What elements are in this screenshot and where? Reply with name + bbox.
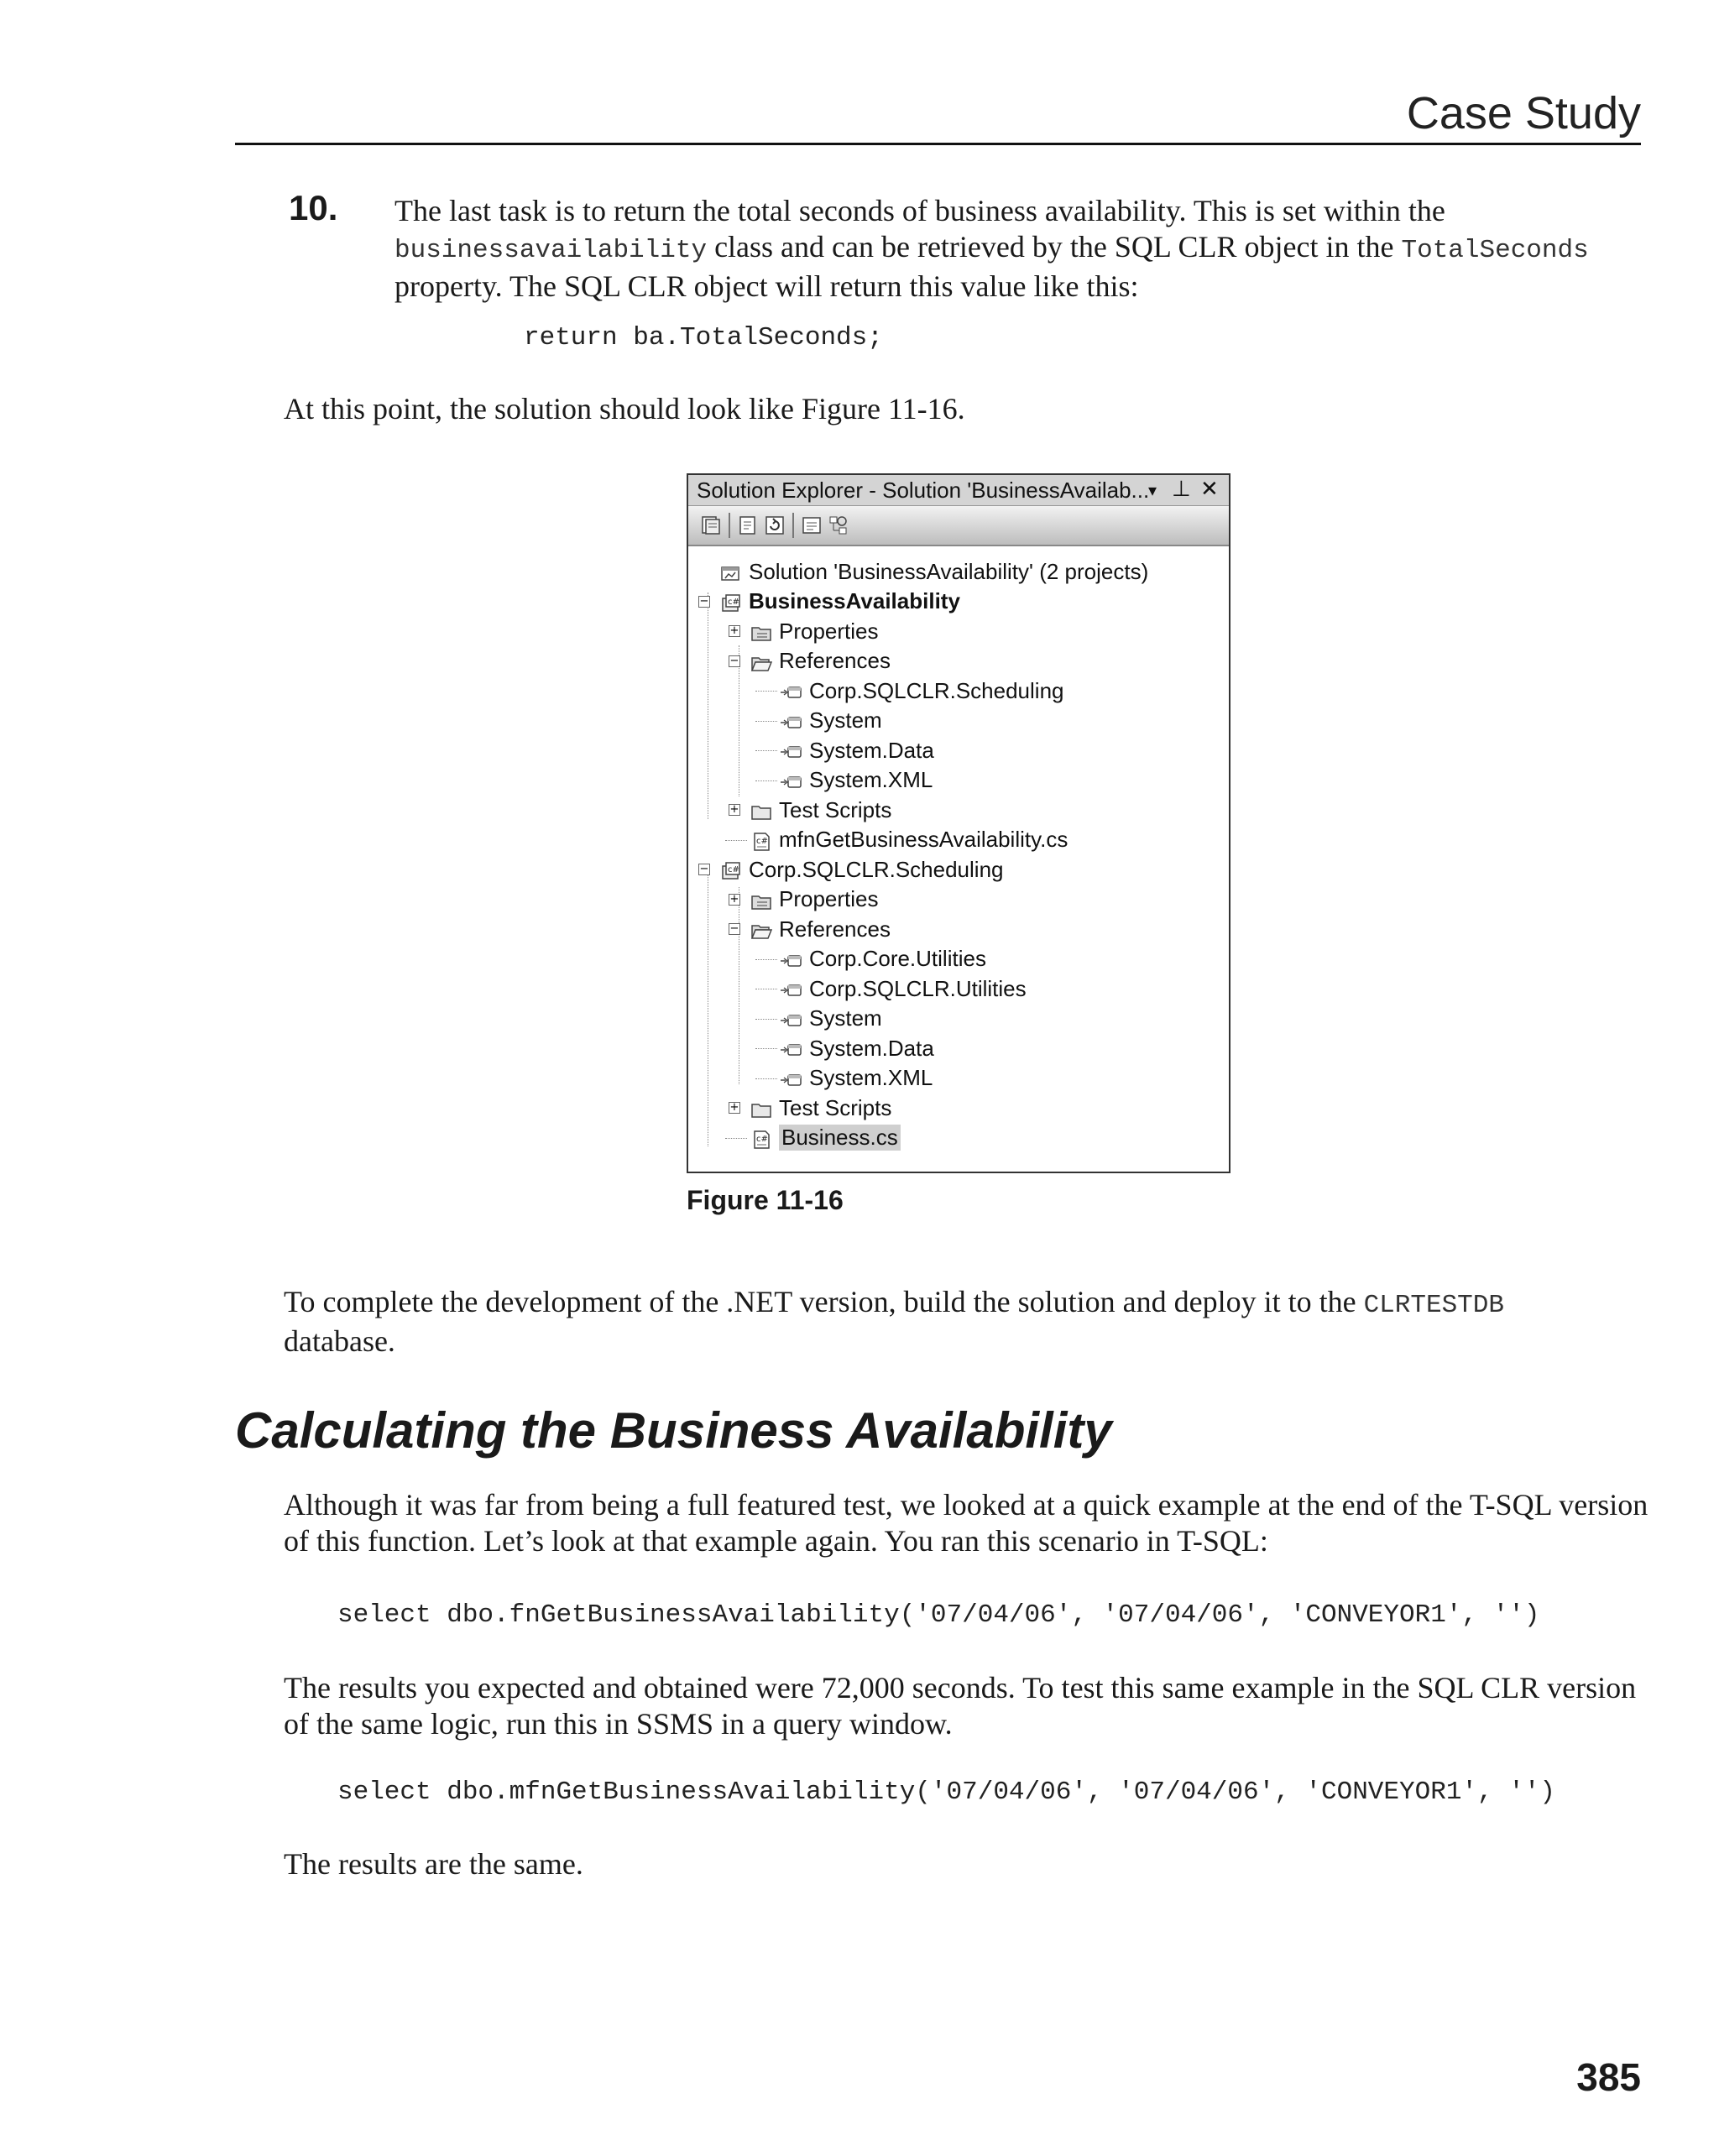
tree-item[interactable] bbox=[720, 855, 1004, 884]
tree-item-label: Test Scripts bbox=[779, 796, 892, 822]
properties-folder-icon bbox=[750, 890, 772, 909]
csharp-file-icon bbox=[750, 1129, 772, 1147]
tree-item-label: System bbox=[809, 707, 882, 733]
tree-item[interactable] bbox=[750, 885, 879, 914]
tree-item[interactable] bbox=[750, 1124, 901, 1152]
open-folder-icon bbox=[750, 652, 772, 671]
svg-text:c#: c# bbox=[756, 1134, 768, 1144]
expand-icon[interactable]: + bbox=[729, 803, 739, 816]
reference-icon bbox=[781, 979, 802, 998]
class-diagram-icon[interactable] bbox=[828, 514, 849, 536]
tree-item-label: System.Data bbox=[809, 1035, 934, 1061]
collapse-icon[interactable]: − bbox=[699, 863, 709, 875]
pin-icon[interactable]: ⊥ bbox=[1172, 476, 1191, 501]
header-rule bbox=[235, 143, 1641, 145]
tree-guide-line bbox=[755, 721, 777, 722]
expand-icon[interactable]: + bbox=[729, 624, 739, 637]
refresh-icon[interactable] bbox=[764, 514, 786, 536]
tree-item[interactable] bbox=[781, 736, 934, 765]
figure-caption: Figure 11-16 bbox=[687, 1185, 844, 1215]
tree-item-label: System.Data bbox=[809, 737, 934, 763]
tree-item-label: Test Scripts bbox=[779, 1094, 892, 1120]
tree-item[interactable] bbox=[781, 766, 933, 795]
tree-item[interactable] bbox=[781, 945, 986, 974]
properties-folder-icon bbox=[750, 622, 772, 640]
tree-item-label: Solution 'BusinessAvailability' (2 projects) bbox=[749, 558, 1149, 584]
deploy-text-2: database. bbox=[284, 1324, 395, 1358]
tree-item-label: BusinessAvailability bbox=[749, 588, 960, 613]
tree-item[interactable] bbox=[720, 587, 960, 616]
section-paragraph-3: The results are the same. bbox=[284, 1847, 583, 1881]
step-text bbox=[394, 193, 1654, 305]
step-code-class: businessavailability bbox=[394, 236, 708, 265]
step-text-1: The last task is to return the total seconds of business availability. This is set within the bbox=[394, 194, 1445, 227]
step-text-2: class and can be retrieved by the SQL CLR object in the bbox=[707, 230, 1402, 264]
reference-icon bbox=[781, 1010, 802, 1028]
close-icon[interactable]: ✕ bbox=[1200, 476, 1219, 501]
database-name-code: CLRTESTDB bbox=[1363, 1291, 1504, 1320]
svg-text:c#: c# bbox=[756, 836, 768, 846]
reference-icon bbox=[781, 1039, 802, 1057]
tree-item-label: System bbox=[809, 1005, 882, 1031]
tree-item-label: mfnGetBusinessAvailability.cs bbox=[779, 827, 1068, 852]
figure-intro-paragraph: At this point, the solution should look like Figure 11-16. bbox=[284, 392, 965, 425]
tree-guide-line bbox=[755, 1048, 777, 1049]
reference-icon bbox=[781, 741, 802, 760]
solution-explorer-toolbar bbox=[688, 506, 1229, 546]
tree-item[interactable] bbox=[750, 647, 891, 676]
properties-icon[interactable] bbox=[737, 514, 759, 536]
tree-guide-line bbox=[755, 1078, 777, 1079]
section-paragraph-1: Although it was far from being a full featured test, we looked at a quick example at the end of the T-SQL version of this function. Let’s look at that example again. You ran this scenario in T-SQL: bbox=[284, 1488, 1648, 1558]
tree-item-label: Business.cs bbox=[779, 1125, 901, 1151]
deploy-text-1: To complete the development of the .NET version, build the solution and deploy it to the bbox=[284, 1285, 1364, 1318]
tree-guide-line bbox=[755, 750, 777, 751]
tree-guide-line bbox=[755, 959, 777, 960]
expand-icon[interactable]: + bbox=[729, 1101, 739, 1114]
svg-text:c#: c# bbox=[728, 865, 739, 874]
tree-item-label: Corp.SQLCLR.Scheduling bbox=[809, 677, 1064, 703]
tree-item[interactable] bbox=[781, 1034, 934, 1062]
collapse-icon[interactable]: − bbox=[729, 654, 739, 667]
deploy-paragraph bbox=[284, 1284, 1643, 1360]
csharp-file-icon bbox=[750, 831, 772, 849]
svg-text:c#: c# bbox=[728, 597, 739, 607]
tree-guide-line bbox=[725, 840, 747, 841]
window-title: Solution Explorer - Solution 'BusinessAvailab... bbox=[697, 478, 1150, 503]
reference-icon bbox=[781, 712, 802, 730]
tree-item[interactable] bbox=[750, 796, 891, 824]
reference-icon bbox=[781, 1069, 802, 1088]
tree-item[interactable] bbox=[781, 1064, 933, 1093]
tree-item[interactable] bbox=[720, 557, 1148, 586]
running-header: Case Study bbox=[1406, 88, 1641, 138]
step-text-3: property. The SQL CLR object will return this value like this: bbox=[394, 269, 1139, 303]
tree-guide-line bbox=[725, 1138, 747, 1139]
collapse-icon[interactable]: − bbox=[729, 922, 739, 935]
csharp-project-icon bbox=[720, 860, 742, 879]
reference-icon bbox=[781, 681, 802, 700]
tree-item[interactable] bbox=[781, 974, 1027, 1003]
tree-guide-line bbox=[755, 780, 777, 781]
collapse-icon[interactable]: − bbox=[699, 594, 709, 608]
code-block-sqlclr: select dbo.mfnGetBusinessAvailability('07/04/06', '07/04/06', 'CONVEYOR1', '') bbox=[337, 1778, 1556, 1807]
tree-item[interactable] bbox=[750, 826, 1068, 854]
step-code-property: TotalSeconds bbox=[1401, 236, 1589, 265]
dropdown-icon[interactable]: ▾ bbox=[1148, 482, 1157, 500]
tree-guide-line bbox=[755, 1019, 777, 1020]
step-number: 10. bbox=[289, 188, 338, 227]
reference-icon bbox=[781, 950, 802, 968]
tree-item[interactable] bbox=[781, 676, 1064, 705]
csharp-project-icon bbox=[720, 593, 742, 611]
show-all-files-icon[interactable] bbox=[700, 514, 722, 536]
tree-item-label: Properties bbox=[779, 618, 879, 644]
toolbar-separator bbox=[729, 513, 730, 538]
tree-item-label: References bbox=[779, 648, 891, 673]
reference-icon bbox=[781, 771, 802, 790]
tree-item[interactable] bbox=[750, 1094, 891, 1122]
tree-item-label: Corp.SQLCLR.Scheduling bbox=[749, 856, 1004, 882]
tree-item[interactable] bbox=[781, 1005, 882, 1033]
section-heading: Calculating the Business Availability bbox=[235, 1402, 1112, 1459]
open-folder-icon bbox=[750, 920, 772, 938]
tree-item[interactable] bbox=[750, 617, 879, 645]
folder-icon bbox=[750, 1099, 772, 1117]
tree-item-label: Corp.SQLCLR.Utilities bbox=[809, 975, 1027, 1001]
toolbar-separator bbox=[792, 513, 794, 538]
solution-icon bbox=[720, 562, 742, 581]
folder-icon bbox=[750, 801, 772, 819]
tree-guide-line bbox=[755, 691, 777, 692]
solution-explorer-titlebar bbox=[688, 475, 1229, 506]
code-block-tsql: select dbo.fnGetBusinessAvailability('07/04/06', '07/04/06', 'CONVEYOR1', '') bbox=[337, 1600, 1540, 1630]
page-number: 385 bbox=[1576, 2055, 1641, 2099]
section-paragraph-2: The results you expected and obtained were 72,000 seconds. To test this same example in the SQL CLR version of the same logic, run this in SSMS in a query window. bbox=[284, 1671, 1637, 1741]
step-code-line: return ba.TotalSeconds; bbox=[524, 323, 883, 352]
tree-item[interactable] bbox=[750, 915, 891, 943]
view-code-icon[interactable] bbox=[801, 514, 823, 536]
tree-item-label: Properties bbox=[779, 886, 879, 911]
solution-explorer-window bbox=[687, 473, 1230, 1173]
tree-item-label: References bbox=[779, 916, 891, 942]
tree-item-label: Corp.Core.Utilities bbox=[809, 946, 986, 971]
tree-item-label: System.XML bbox=[809, 1065, 933, 1090]
tree-item[interactable] bbox=[781, 707, 882, 735]
tree-item-label: System.XML bbox=[809, 767, 933, 792]
expand-icon[interactable]: + bbox=[729, 892, 739, 906]
